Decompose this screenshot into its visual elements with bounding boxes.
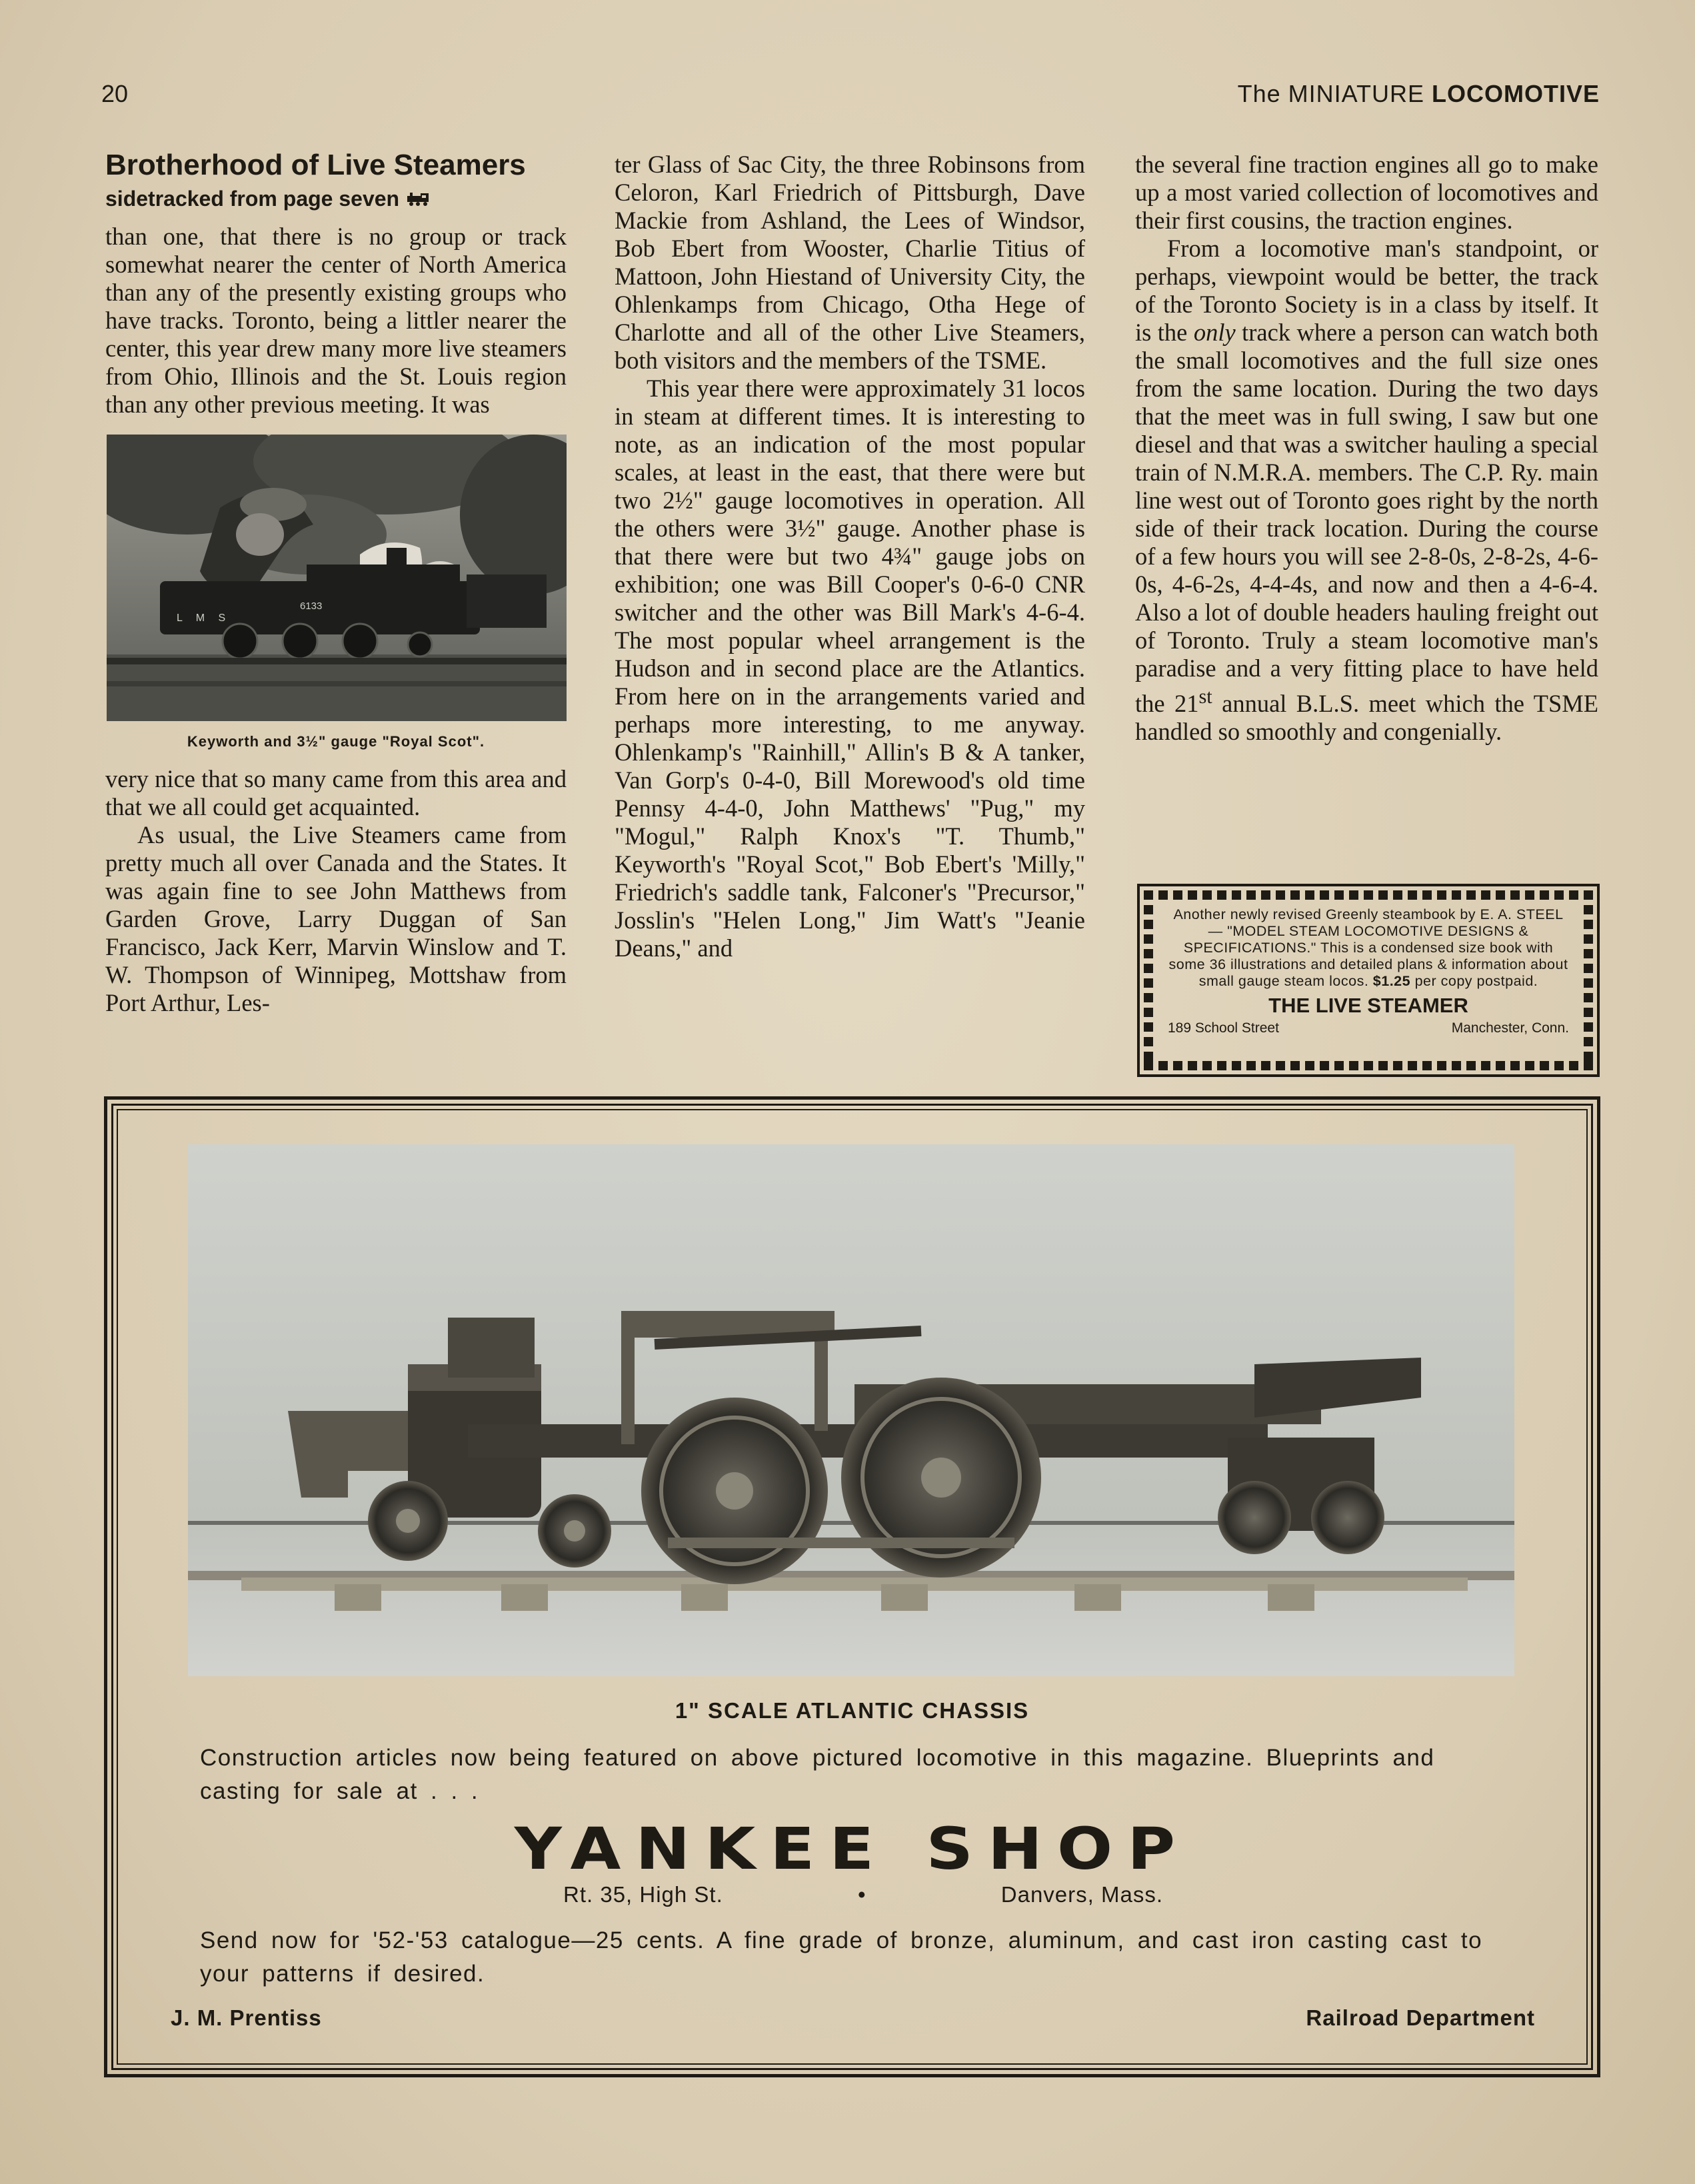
ad-border-left <box>1144 890 1153 1070</box>
yankee-shop-address <box>563 1882 1163 1907</box>
col3-p2-emphasis: only <box>1193 319 1236 346</box>
photo-lms-lettering: L M S <box>177 612 231 624</box>
col2-paragraph-2: This year there were approximately 31 locos in steam at different times. It is interesting to note, as an indication of the most popular scales, at least in the east, that there were but two 2½" gauge locomotives in operation. All the others were 3½" gauge. Another phase is that there were but two 4¾" gauge jobs on exhibition; one was Bill Cooper's 0-6-0 CNR switcher and the other was Bill Mark's 4-6-4. The most popular wheel arrangement is the Hudson and in second place are the Atlantics. From here on in the arrangements varied and perhaps more interesting, to me anyway. Ohlenkamp's "Rainhill," Allin's B & A tanker, Van Gorp's 0-4-0, Bill Morewood's old time Pennsy 4-4-0, John Matthews' "Pug," my "Mogul," Ralph Knox's "T. Thumb," Keyworth's "Royal Scot," Bob Ebert's 'Milly," Friedrich's saddle tank, Falconer's "Precursor," Josslin's "Helen Long," Jim Watt's "Jeanie Deans," and <box>615 375 1085 962</box>
running-head-prefix: The MINIATURE <box>1237 80 1424 107</box>
locomotive-icon <box>406 191 431 207</box>
ad-text-b: per copy postpaid. <box>1410 973 1538 989</box>
ad-body-catalogue: Send now for '52-'53 catalogue—25 cents. A fine grade of bronze, aluminum, and cast iron casting cast to your patterns if desired. <box>200 1927 1483 1987</box>
ad-department: Railroad Department <box>1306 2005 1535 2030</box>
col1-paragraph-2: very nice that so many came from this area and that we all could get acquainted. <box>105 765 567 820</box>
subhead-text: sidetracked from page seven <box>105 187 400 211</box>
royal-scot-caption: Keyworth and 3½" gauge "Royal Scot". <box>187 733 485 750</box>
col3-p2-superscript: st <box>1198 685 1212 708</box>
col1-paragraph-1: than one, that there is no group or track somewhat nearer the center of North America than any of the presently existing groups who have tracks. Toronto, being a littler nearer the center, this year drew many more live steamers from Ohio, Illinois and the St. Louis region than any other previous meeting. It was <box>105 223 567 418</box>
live-steamer-ad <box>1137 884 1600 1077</box>
live-steamer-street: 189 School Street <box>1168 1020 1279 1036</box>
running-head <box>1238 80 1600 108</box>
ad-border-bottom <box>1144 1061 1593 1070</box>
col3-paragraph-1: the several fine traction engines all go to make up a most varied collection of locomotives and their first cousins, the traction engines. <box>1135 151 1598 234</box>
shop-address-city: Danvers, Mass. <box>1000 1882 1163 1907</box>
live-steamer-ad-text <box>1168 906 1569 990</box>
ad-body-construction: Construction articles now being featured on above pictured locomotive in this magazine. Blueprints and casting for sale at . . . <box>200 1745 1435 1804</box>
ad-border-top <box>1144 890 1593 900</box>
ad-price: $1.25 <box>1372 973 1411 989</box>
ad-text-a: Another newly revised Greenly steambook by E. A. STEEL — "MODEL STEAM LOCOMOTIVE DESIGNS & SPECIFICATIONS." This is a condensed size book with some 36 illustrations and detailed plans & information about small gauge steam locos. <box>1168 906 1568 989</box>
live-steamer-address <box>1168 1020 1569 1036</box>
royal-scot-photo <box>107 435 567 721</box>
photo-engine-number: 6133 <box>300 600 323 612</box>
live-steamer-brand: THE LIVE STEAMER <box>1268 994 1468 1017</box>
article-column-2 <box>615 151 1085 962</box>
article-subhead <box>105 184 567 213</box>
shop-address-bullet: • <box>857 1882 866 1907</box>
live-steamer-city: Manchester, Conn. <box>1451 1020 1569 1036</box>
page-number: 20 <box>101 80 129 107</box>
article-column-1 <box>105 148 567 1017</box>
ad-border-right <box>1584 890 1593 1070</box>
col2-paragraph-1: ter Glass of Sac City, the three Robinsons from Celoron, Karl Friedrich of Pittsburgh, Dave Mackie from Ashland, the Lees of Windsor, Bob Ebert from Wooster, Charlie Titius of Mattoon, John Hiestand of University City, the Ohlenkamps from Chicago, Otha Hege of Charlotte and all of the other Live Steamers, both visitors and the members of the TSME. <box>615 151 1085 374</box>
atlantic-chassis-photo <box>188 1144 1514 1676</box>
ad-proprietor: J. M. Prentiss <box>171 2005 322 2030</box>
chassis-photo-title: 1" SCALE ATLANTIC CHASSIS <box>675 1698 1030 1723</box>
running-head-bold: LOCOMOTIVE <box>1432 80 1600 107</box>
article-column-3 <box>1135 151 1598 746</box>
atlantic-chassis-illustration <box>188 1144 1514 1676</box>
col3-p2-part-a: From a locomotive man's standpoint, or perhaps, viewpoint would be better, the track of the Toronto Society is in a class by itself. It is the <box>1135 235 1598 346</box>
royal-scot-photo-illustration <box>107 435 567 721</box>
col3-p2-part-c: annual B.L.S. meet which the TSME handled so smoothly and congenially. <box>1135 690 1598 746</box>
col1-paragraph-3: As usual, the Live Steamers came from pretty much all over Canada and the States. It was again fine to see John Matthews from Garden Grove, Larry Duggan of San Francisco, Jack Kerr, Marvin Winslow and T. W. Thompson of Winnipeg, Mottshaw from Port Arthur, Les- <box>105 821 567 1016</box>
yankee-shop-name: YANKEE SHOP <box>514 1815 1190 1883</box>
article-headline: Brotherhood of Live Steamers <box>105 149 526 181</box>
col3-p2-part-b: track where a person can watch both the small locomotives and the full size ones from the same location. During the two days that the meet was in full swing, I saw but one diesel and that was a switcher hauling a special train of N.M.R.A. members. The C.P. Ry. main line west out of Toronto goes right by the north side of their track location. During the course of a few hours you will see 2-8-0s, 2-8-2s, 4-6-0s, 4-6-2s, 4-4-4s, and now and then a 4-6-4. Also a lot of double headers hauling freight out of Toronto. Truly a steam locomotive man's paradise and a very fitting place to have held the 21 <box>1135 319 1598 718</box>
shop-address-street: Rt. 35, High St. <box>563 1882 723 1907</box>
col3-paragraph-2 <box>1135 235 1598 746</box>
